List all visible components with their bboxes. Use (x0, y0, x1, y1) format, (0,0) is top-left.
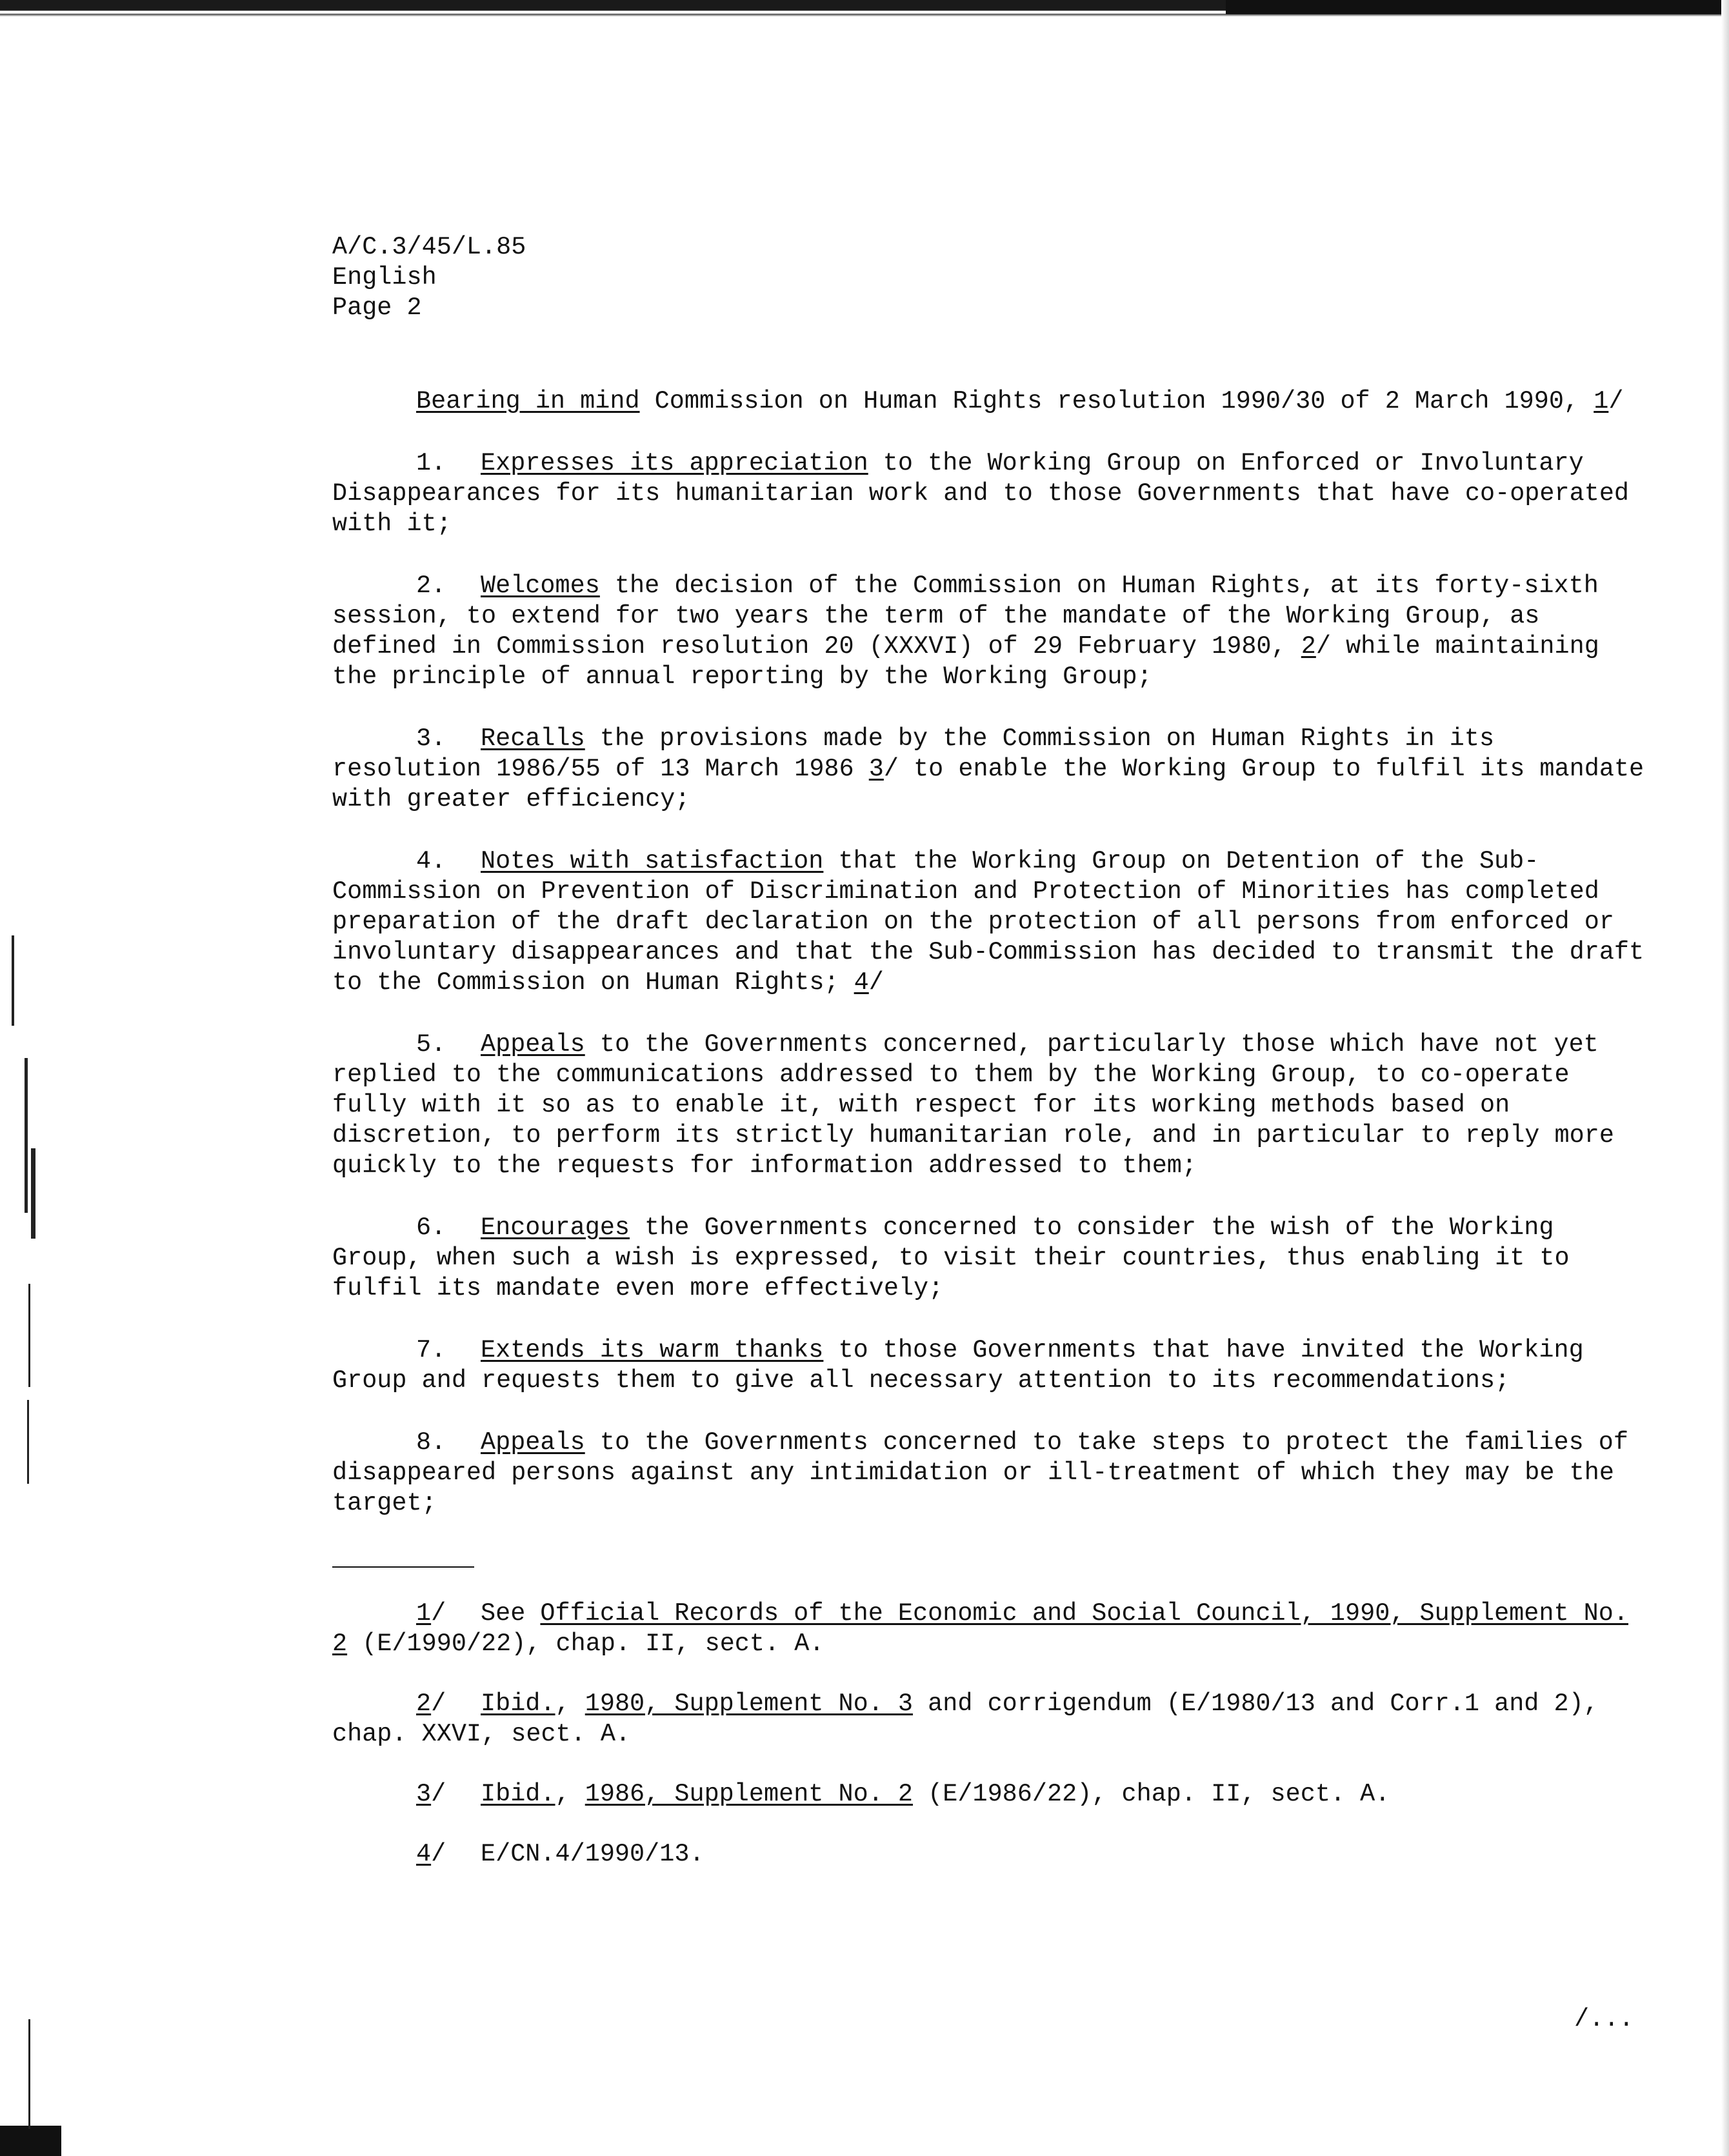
operative-paragraph-2 (332, 571, 1648, 692)
footnote-ref-suffix: / (1608, 387, 1624, 415)
footnote-4 (332, 1839, 1648, 1870)
scan-corner-shadow (0, 2126, 61, 2156)
footnote-ref: 2 (1301, 632, 1316, 661)
paragraph-emphasis: Notes with satisfaction (481, 847, 824, 875)
footnote-1 (332, 1599, 1648, 1659)
paragraph-emphasis: Expresses its appreciation (481, 449, 868, 477)
paragraph-number: 8. (416, 1428, 446, 1457)
paragraph-emphasis: Welcomes (481, 572, 600, 600)
continuation-mark: /... (1574, 2005, 1634, 2033)
margin-mark (25, 1058, 28, 1213)
footnote-source-title: 1986, Supplement No. 2 (585, 1780, 914, 1808)
paragraph-text-continued: to enable the Working Group to fulfil its mandate with greater efficiency; (332, 755, 1644, 813)
footnote-marker-suffix: / (431, 1780, 446, 1808)
paragraph-number: 2. (416, 572, 446, 600)
footnote-separator-text: , (555, 1690, 585, 1718)
document-language: English (332, 263, 437, 292)
preamble-emphasis: Bearing in mind (416, 387, 640, 415)
margin-mark (31, 1148, 35, 1239)
footnote-ref: 3 (868, 755, 884, 783)
paragraph-text: to the Governments concerned, particularly those which have not yet replied to the communications addressed to them by the Working Group, to co-operate fully with it so as to enable it, with respect for its working methods based on discretion, to perform its strictly humanitarian role, and in particular to reply more quickly to the requests for information addressed to them; (332, 1030, 1614, 1180)
footnote-text: and corrigendum (E/1980/13 and Corr.1 and 2), chap. XXVI, sect. A. (332, 1690, 1599, 1748)
margin-mark (27, 1400, 29, 1484)
footnote-marker (416, 1779, 481, 1810)
scan-right-edge (1721, 0, 1729, 2156)
paragraph-emphasis: Extends its warm thanks (481, 1336, 824, 1364)
paragraph-number: 7. (416, 1336, 446, 1364)
footnote-ibid: Ibid. (481, 1780, 555, 1808)
paragraph-number: 1. (416, 449, 446, 477)
preamble-paragraph (332, 386, 1648, 417)
footnote-lead: See (481, 1599, 541, 1628)
operative-paragraph-5 (332, 1030, 1648, 1181)
paragraph-text: the decision of the Commission on Human Rights, at its forty-sixth session, to extend for two years the term of the mandate of the Working Group, as defined in Commission resolution 20 (XXXVI) of 29 February 1980, (332, 572, 1599, 661)
document-symbol: A/C.3/45/L.85 (332, 233, 526, 261)
paragraph-emphasis: Appeals (481, 1428, 585, 1457)
operative-paragraph-6 (332, 1213, 1648, 1304)
footnote-ref-suffix: / (1315, 632, 1331, 661)
margin-mark (28, 2019, 30, 2129)
footnote-number: 3 (416, 1780, 432, 1808)
footnote-source-title: 1980, Supplement No. 3 (585, 1690, 914, 1718)
footnote-marker (416, 1839, 481, 1870)
paragraph-text: to the Governments concerned to take steps to protect the families of disappeared persons against any intimidation or ill-treatment of which they may be the target; (332, 1428, 1628, 1517)
footnote-ibid: Ibid. (481, 1690, 555, 1718)
operative-paragraph-3 (332, 724, 1648, 815)
paragraph-emphasis: Recalls (481, 724, 585, 753)
footnote-marker (416, 1599, 481, 1629)
operative-paragraph-8 (332, 1428, 1648, 1519)
paragraph-number: 5. (416, 1030, 446, 1059)
footnote-marker-suffix: / (431, 1840, 446, 1868)
scan-top-edge-shadow (1226, 0, 1729, 14)
footnote-3 (332, 1779, 1648, 1810)
footnote-ref-suffix: / (868, 968, 884, 997)
footnote-text: E/CN.4/1990/13. (481, 1840, 705, 1868)
operative-paragraph-4 (332, 846, 1648, 998)
paragraph-number: 3. (416, 724, 446, 753)
document-header (332, 232, 1648, 323)
document-page (332, 232, 1648, 1899)
footnote-marker-suffix: / (431, 1690, 446, 1718)
footnote-text: (E/1986/22), chap. II, sect. A. (913, 1780, 1390, 1808)
margin-mark (28, 1284, 30, 1387)
footnote-ref-suffix: / (883, 755, 899, 783)
footnote-source-title: Official Records of the Economic and Social Council, 1990, Supplement No. 2 (332, 1599, 1628, 1658)
footnote-marker-suffix: / (431, 1599, 446, 1628)
paragraph-text: the provisions made by the Commission on Human Rights in its resolution 1986/55 of 13 March 1986 (332, 724, 1495, 783)
paragraph-text: to the Working Group on Enforced or Involuntary Disappearances for its humanitarian work and to those Governments that have co-operated with it; (332, 449, 1630, 538)
paragraph-number: 4. (416, 847, 446, 875)
preamble-text: Commission on Human Rights resolution 1990/30 of 2 March 1990, (639, 387, 1594, 415)
paragraph-emphasis: Encourages (481, 1213, 630, 1242)
footnote-separator-text: , (555, 1780, 585, 1808)
operative-paragraph-1 (332, 448, 1648, 539)
footnote-separator (332, 1566, 474, 1568)
page-number: Page 2 (332, 294, 422, 322)
footnote-number: 4 (416, 1840, 432, 1868)
paragraph-text-continued: while maintaining the principle of annual reporting by the Working Group; (332, 632, 1599, 691)
footnote-ref: 4 (854, 968, 869, 997)
footnote-number: 2 (416, 1690, 432, 1718)
footnote-ref: 1 (1594, 387, 1609, 415)
paragraph-emphasis: Appeals (481, 1030, 585, 1059)
footnote-marker (416, 1689, 481, 1719)
footnote-2 (332, 1689, 1648, 1750)
footnote-text: (E/1990/22), chap. II, sect. A. (347, 1630, 825, 1658)
paragraph-number: 6. (416, 1213, 446, 1242)
footnote-number: 1 (416, 1599, 432, 1628)
operative-paragraph-7 (332, 1335, 1648, 1396)
paragraph-text: the Governments concerned to consider the wish of the Working Group, when such a wish is expressed, to visit their countries, thus enabling it to fulfil its mandate even more effectively; (332, 1213, 1570, 1303)
paragraph-text: that the Working Group on Detention of the Sub-Commission on Prevention of Discrimination and Protection of Minorities has completed preparation of the draft declaration on the protection of all persons from enforced or involuntary disappearances and that the Sub-Commission has decided to transmit the draft to the Commission on Human Rights; (332, 847, 1644, 997)
margin-mark (12, 935, 14, 1026)
paragraph-text: to those Governments that have invited the Working Group and requests them to give all necessary attention to its recommendations; (332, 1336, 1584, 1395)
